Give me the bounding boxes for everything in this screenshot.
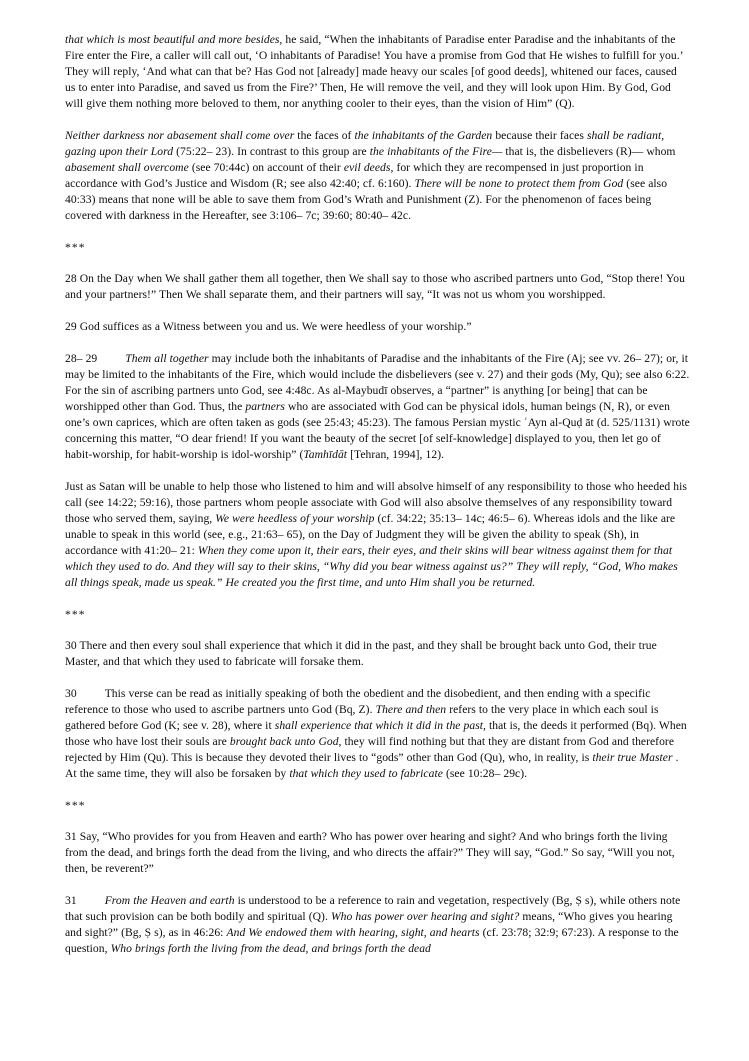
- prose-text: he said, “When the inhabitants of Paradise enter Paradise and the inhabitants of the Fire enter the Fire, a caller will call out, ‘O inhabitants of Paradise! You have a promise from God that He wishes to fulfill for you.’ They will reply, ‘And what can that be? Has God not [already] made heavy our scales [of good deeds], whitened our faces, caused us to enter into Paradise, and saved us from the Fire?’ Then, He will remove the veil, and they will look upon Him. By God, God will give them nothing more beloved to them, nor anything cooler to their eyes, than the vision of Him” (Q).: [65, 33, 683, 111]
- quran-quotation-text: abasement shall overcome: [65, 160, 189, 174]
- prose-text: (see 10:28– 29c).: [442, 767, 528, 781]
- quran-quotation-text: There and then: [375, 702, 447, 716]
- quran-quotation-text: Who has power over hearing and sight?: [330, 910, 520, 924]
- prose-text: (cf. 23:78; 32:9; 67:23). A response to the question,: [65, 926, 679, 956]
- commentary-paragraph: [65, 893, 690, 957]
- prose-text: 28 On the Day when We shall gather them all together, then We shall say to those who ascribed partners unto God, “Stop there! You and your partners!” Then We shall separate them, and their partners will say, “It was not us whom you worshipped.: [65, 272, 685, 302]
- commentary-paragraph: [65, 128, 690, 224]
- prose-text: because their faces: [492, 128, 587, 142]
- prose-text: that is, the deeds it performed (Bq). When those who have lost their souls are: [65, 718, 687, 748]
- quran-quotation-text: that which is most beautiful and more besides,: [65, 33, 283, 46]
- commentary-paragraph: [65, 479, 690, 591]
- quran-quotation-text: the inhabitants of the Garden: [354, 128, 493, 142]
- quran-quotation-text: When they come upon it, their ears, their eyes, and their skins will bear witness against them for that which they used to do. And they will say to their skins, “Why did you bear witness against us?” They will reply, “God, Who makes all things speak, made us speak.” He created you the first time, and unto Him shall you be returned.: [65, 543, 678, 589]
- quran-quotation-text: From the Heaven and earth: [104, 894, 235, 908]
- prose-text: 28– 29: [65, 351, 98, 365]
- verse-paragraph: [65, 829, 690, 877]
- prose-text: This verse can be read as initially speaking of both the obedient and the disobedient, and then ending with a specific reference to those who used to ascribe partners unto God (Bq, Z).: [65, 686, 651, 716]
- prose-text: means, “Who gives you hearing and sight?” (Bg, Ṣ s), as in 46:26:: [65, 910, 673, 940]
- verse-paragraph: [65, 638, 690, 670]
- quran-quotation-text: shall experience that which it did in the past,: [274, 718, 486, 732]
- quran-quotation-text: Neither darkness nor abasement shall come over: [65, 128, 295, 142]
- prose-text: they will find nothing but that they are distant from God and therefore rejected by Him (Qu). This is because they devoted their lives to “gods” other than God (Qu), who, in reality, is: [65, 734, 675, 765]
- prose-text: who are associated with God can be physical idols, human beings (N, R), or even one’s own caprices, which are often taken as gods (see 25:43; 45:23). The famous Persian mystic ʿAyn al-Quḍ āt (d. 525/1131) wrote concerning this matter, “O dear friend! If you want the beauty of the secret [of self-knowledge] displayed to you, then let go of habit-worship, for habit-worship is idol-worship” (: [65, 399, 690, 461]
- quran-quotation-text: shall be radiant, gazing upon their Lord: [65, 128, 665, 158]
- prose-text: 31: [65, 894, 77, 908]
- prose-text: (75:22– 23). In contrast to this group are: [173, 144, 370, 158]
- quran-quotation-text: We were heedless of your worship: [215, 511, 375, 525]
- prose-text: is understood to be a reference to rain and vegetation, respectively (Bg, Ṣ s), while others note that such provision can be both bodily and spiritual (Q).: [65, 894, 681, 924]
- quran-quotation-text: that which they used to fabricate: [289, 767, 443, 781]
- quran-quotation-text: There will be none to protect them from God: [414, 176, 624, 190]
- prose-text: 29 God suffices as a Witness between you and us. We were heedless of your worship.”: [65, 320, 472, 334]
- prose-text: [Tehran, 1994], 12).: [347, 447, 445, 461]
- quran-quotation-text: Them all together: [125, 351, 209, 365]
- section-separator: ***: [65, 607, 86, 621]
- prose-text: Just as Satan will be unable to help those who listened to him and will absolve himself of any responsibility to those who heeded his call (see 14:22; 59:16), those partners whom people associate with God will also absolve themselves of any responsibility toward those who served them, saying,: [65, 479, 687, 525]
- quran-quotation-text: partners: [245, 399, 285, 413]
- quran-quotation-text: Tamhīdāt: [303, 447, 348, 461]
- quran-quotation-text: brought back unto God,: [229, 734, 342, 748]
- page-content: [65, 32, 690, 957]
- section-separator: ***: [65, 240, 86, 254]
- verse-paragraph: [65, 271, 690, 303]
- prose-text: (cf. 34:22; 35:13– 14c; 46:5– 6). Whereas idols and the like are unable to speak in this world (see, e.g., 21:63– 65), on the Day of Judgment they will be given the ability to speak (Sh), in accordance with 41:20– 21:: [65, 511, 676, 557]
- quran-quotation-text: the inhabitants of the Fire—: [369, 144, 503, 158]
- quran-quotation-text: evil deeds,: [343, 160, 394, 174]
- section-separator: ***: [65, 798, 86, 812]
- prose-text: 31 Say, “Who provides for you from Heaven and earth? Who has power over hearing and sight? And who brings forth the living from the dead, and brings forth the dead from the living, and who directs the affair?” They will say, “God.” So say, “Will you not, then, be reverent?”: [65, 830, 675, 876]
- quran-quotation-text: And We endowed them with hearing, sight, and hearts: [226, 926, 480, 940]
- prose-text: 30 There and then every soul shall experience that which it did in the past, and they shall be brought back unto God, their true Master, and that which they used to fabricate will forsake them.: [65, 639, 657, 669]
- prose-text: 30: [65, 686, 77, 700]
- prose-text: . At the same time, they will also be forsaken by: [65, 751, 679, 781]
- commentary-paragraph: [65, 351, 690, 463]
- prose-text: that is, the disbelievers (R)— whom: [502, 144, 676, 158]
- quran-quotation-text: their true Master: [592, 751, 673, 765]
- commentary-paragraph: [65, 686, 690, 782]
- prose-text: may include both the inhabitants of Paradise and the inhabitants of the Fire (Aj; see vv. 26– 27); or, it may be limited to the inhabitants of the Fire, which would include the disbelievers (see v. 27) and their gods (My, Qu); see also 6:22. For the sin of ascribing partners unto God, see 4:48c. As al-Maybudī observes, a “partner” is anything [or being] that can be worshipped other than God. Thus, the: [65, 351, 690, 413]
- prose-text: the faces of: [294, 128, 355, 142]
- prose-text: (see also 40:33) means that none will be able to save them from God’s Wrath and Punishment (Z). For the phenomenon of faces being covered with darkness in the Hereafter, see 3:106– 7c; 39:60; 80:40– 42c.: [65, 176, 668, 223]
- prose-text: refers to the very place in which each soul is gathered before God (K; see v. 28), where it: [65, 702, 659, 732]
- verse-paragraph: [65, 319, 690, 335]
- quran-quotation-text: Who brings forth the living from the dead, and brings forth the dead: [110, 942, 431, 956]
- prose-text: for which they are recompensed in just proportion in accordance with God’s Justice and Wisdom (R; see also 42:40; cf. 6:160).: [65, 160, 644, 190]
- commentary-paragraph: [65, 32, 690, 112]
- prose-text: (see 70:44c) on account of their: [188, 160, 344, 174]
